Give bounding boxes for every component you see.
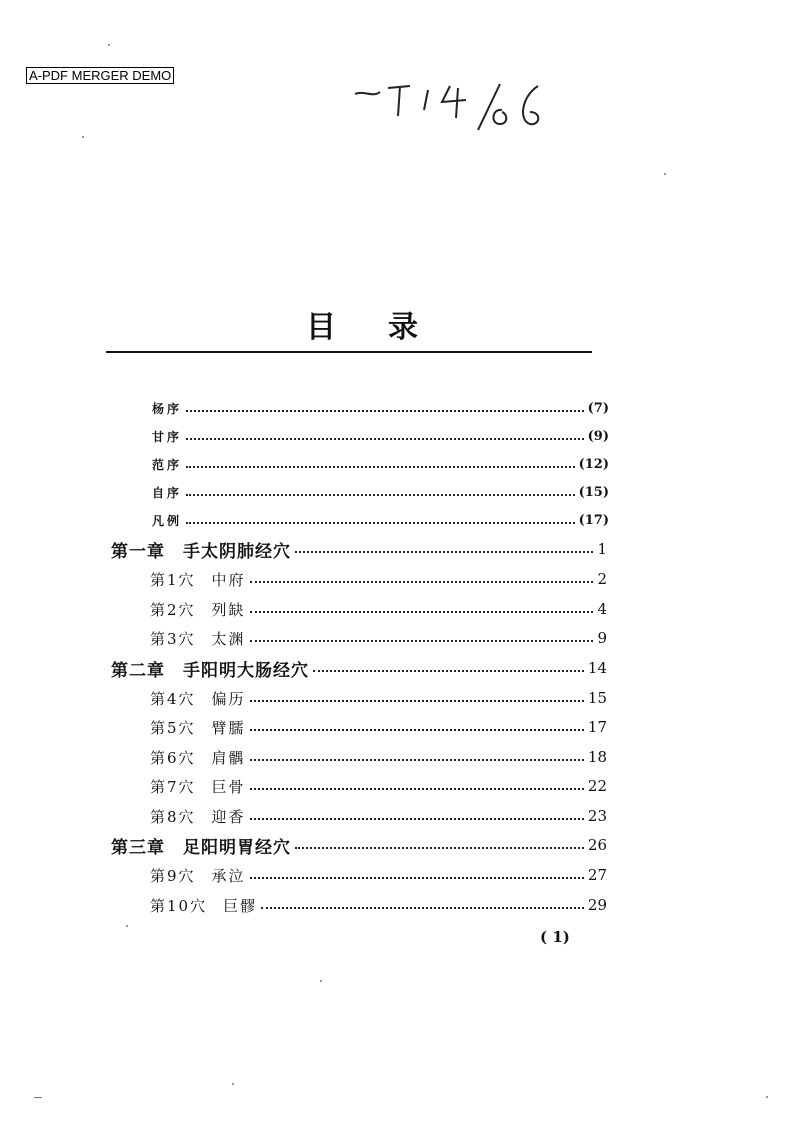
toc-entry-label: 自序 (152, 485, 183, 500)
dot-leader (186, 410, 584, 412)
toc-section-label (150, 569, 246, 590)
toc-preface-row (152, 481, 609, 503)
dot-leader (250, 581, 594, 583)
toc-entry-label: 甘序 (152, 429, 183, 444)
page-number-footer: ( 1) (540, 928, 570, 946)
section-title: 肩髃 (211, 748, 246, 767)
chapter-number: 第二章 (111, 660, 165, 681)
dot-leader (295, 551, 593, 553)
toc-page-number: 22 (587, 777, 607, 795)
toc-entry-label: 杨序 (152, 401, 183, 416)
section-number: 第7穴 (150, 777, 196, 796)
chapter-title: 足阳明胃经穴 (183, 837, 291, 858)
section-number: 第2穴 (150, 600, 196, 619)
toc-page-number: 29 (587, 896, 607, 914)
toc-page-number: 17 (587, 718, 607, 736)
section-number: 第9穴 (150, 866, 196, 885)
section-title: 迎香 (211, 807, 246, 826)
dot-leader (250, 877, 584, 879)
section-title: 巨髎 (223, 896, 258, 915)
toc-section-label (150, 688, 246, 709)
section-number: 第8穴 (150, 807, 196, 826)
toc-section-label (150, 599, 246, 620)
scan-speck (108, 44, 110, 46)
toc-section-label (150, 717, 246, 738)
toc-page-number: 26 (587, 836, 607, 854)
toc-page-number: 4 (597, 600, 607, 618)
scan-speck (232, 1083, 234, 1085)
chapter-number: 第一章 (111, 541, 165, 562)
toc-entry-label: 凡例 (152, 513, 183, 528)
toc-chapter-label (111, 656, 309, 681)
section-title: 中府 (211, 570, 246, 589)
dot-leader (250, 729, 584, 731)
section-title: 巨骨 (211, 777, 246, 796)
toc-section-row (150, 864, 607, 886)
dot-leader (186, 438, 584, 440)
section-number: 第6穴 (150, 748, 196, 767)
chapter-number: 第三章 (111, 837, 165, 858)
page-title: 目录 (306, 310, 470, 345)
toc-page-number: 1 (597, 540, 607, 558)
toc-preface-row (152, 425, 609, 447)
dot-leader (250, 788, 584, 790)
toc-page-number: 27 (587, 866, 607, 884)
toc-section-label (150, 776, 246, 797)
section-title: 列缺 (211, 600, 246, 619)
toc-section-row (150, 775, 607, 797)
toc-page-number: 18 (587, 748, 607, 766)
toc-section-label (150, 628, 246, 649)
section-title: 承泣 (211, 866, 246, 885)
toc-page-number: (9) (587, 428, 609, 444)
section-title: 太渊 (211, 629, 246, 648)
section-number: 第1穴 (150, 570, 196, 589)
toc-entry-label: 范序 (152, 457, 183, 472)
section-number: 第5穴 (150, 718, 196, 737)
toc-section-label (150, 806, 246, 827)
scan-speck (126, 925, 128, 927)
toc-section-row (150, 687, 607, 709)
toc-chapter-row (111, 657, 607, 679)
toc-page-number: (12) (578, 456, 609, 472)
dot-leader (186, 494, 575, 496)
toc-preface-row (152, 397, 609, 419)
dot-leader (313, 670, 584, 672)
dot-leader (250, 818, 584, 820)
dot-leader (250, 700, 584, 702)
scan-speck (82, 136, 84, 138)
section-number: 第10穴 (150, 896, 208, 915)
dot-leader (295, 847, 584, 849)
toc-section-row (150, 746, 607, 768)
section-number: 第3穴 (150, 629, 196, 648)
toc-page-number: 9 (597, 629, 607, 647)
toc-page-number: (17) (578, 512, 609, 528)
chapter-title: 手太阴肺经穴 (183, 541, 291, 562)
toc-chapter-row (111, 834, 607, 856)
toc-section-label (150, 747, 246, 768)
toc-page-number: (15) (578, 484, 609, 500)
toc-chapter-label (111, 833, 291, 858)
scan-speck (34, 1097, 42, 1098)
toc-preface-row (152, 509, 609, 531)
toc-section-label (150, 895, 257, 916)
toc-chapter-label (111, 537, 291, 562)
dot-leader (250, 611, 594, 613)
toc-section-row (150, 805, 607, 827)
dot-leader (261, 907, 584, 909)
watermark-label: A-PDF MERGER DEMO (26, 67, 174, 84)
toc-section-row (150, 598, 607, 620)
toc-page-number: 2 (597, 570, 607, 588)
toc-section-row (150, 894, 607, 916)
toc-section-row (150, 568, 607, 590)
toc-section-row (150, 716, 607, 738)
toc-section-row (150, 627, 607, 649)
toc-page-number: 15 (587, 689, 607, 707)
dot-leader (186, 466, 575, 468)
toc-page-number: 23 (587, 807, 607, 825)
dot-leader (250, 759, 584, 761)
chapter-title: 手阳明大肠经穴 (183, 660, 309, 681)
scan-speck (664, 173, 666, 175)
toc-page-number: (7) (587, 400, 609, 416)
toc-chapter-row (111, 538, 607, 560)
toc-page-number: 14 (587, 659, 607, 677)
section-number: 第4穴 (150, 689, 196, 708)
toc-preface-row (152, 453, 609, 475)
section-title: 偏历 (211, 689, 246, 708)
dot-leader (250, 640, 594, 642)
scan-speck (320, 980, 322, 982)
section-title: 臂臑 (211, 718, 246, 737)
dot-leader (186, 522, 575, 524)
scan-speck (766, 1096, 768, 1098)
toc-section-label (150, 865, 246, 886)
